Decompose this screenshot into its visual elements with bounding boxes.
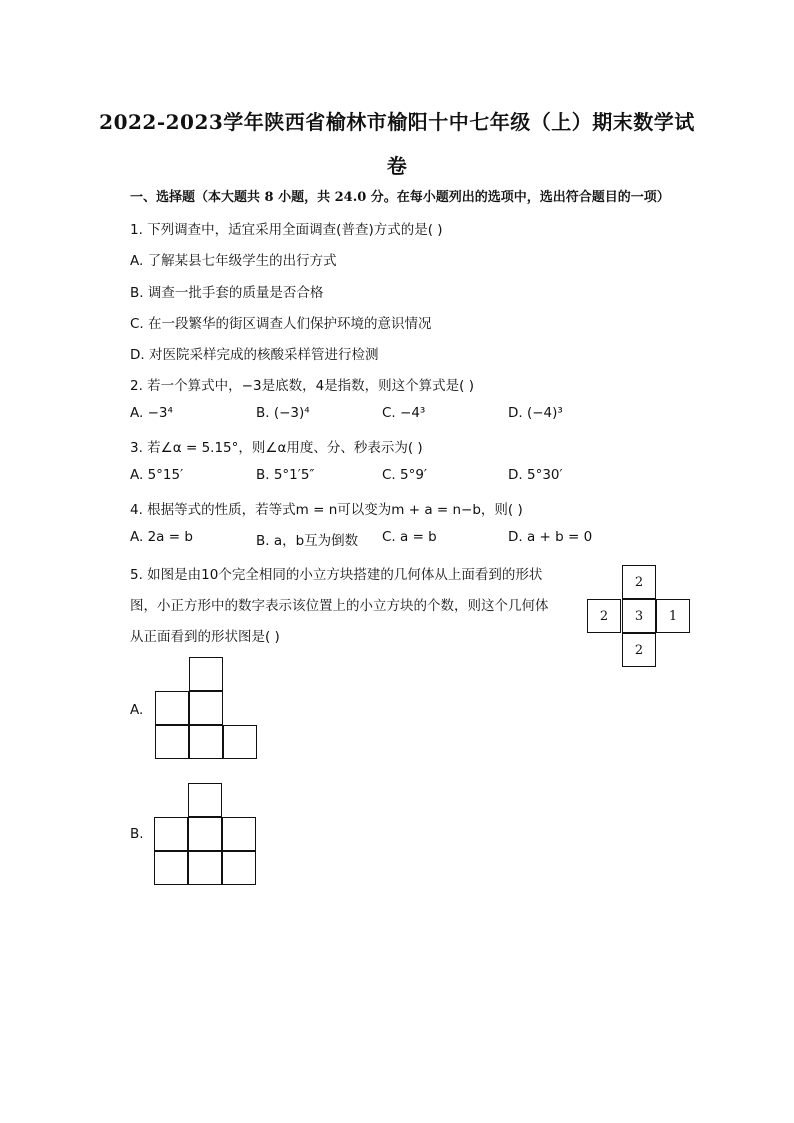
q5-option-b-label: B. <box>130 826 144 842</box>
title-line-1: 2022-2023学年陕西省榆林市榆阳十中七年级（上）期末数学试 <box>99 110 695 134</box>
figure-a-square <box>155 725 189 759</box>
figure-b-square <box>188 783 222 817</box>
figure-b-square <box>222 851 256 885</box>
figure-a-square <box>189 657 223 691</box>
title-line-2: 卷 <box>386 154 408 178</box>
q5-stem <box>130 560 570 653</box>
q3-stem: 3. 若∠α = 5.15°，则∠α用度、分、秒表示为( ) <box>130 440 423 456</box>
q1-option-c: C. 在一段繁华的街区调查人们保护环境的意识情况 <box>130 316 432 332</box>
q2-option-d: D. (−4)³ <box>508 405 563 421</box>
q3-option-c: C. 5°9′ <box>382 467 428 483</box>
top-view-cell-top: 2 <box>622 565 656 599</box>
page-title <box>90 100 704 188</box>
q5-option-a-figure <box>155 657 259 761</box>
q4-option-c: C. a = b <box>382 529 437 545</box>
q2-option-b: B. (−3)⁴ <box>256 405 310 421</box>
q3-option-d: D. 5°30′ <box>508 467 563 483</box>
figure-b-square <box>154 817 188 851</box>
q4-option-a: A. 2a = b <box>130 529 193 545</box>
figure-a-square <box>189 691 223 725</box>
q4-option-b: B. a，b互为倒数 <box>256 533 359 549</box>
top-view-cell-right: 1 <box>656 599 690 633</box>
figure-b-square <box>154 851 188 885</box>
q2-option-a: A. −3⁴ <box>130 405 173 421</box>
q1-option-d: D. 对医院采样完成的核酸采样管进行检测 <box>130 347 379 363</box>
q5-line-2: 图，小正方形中的数字表示该位置上的小立方块的个数，则这个几何体 <box>130 598 549 614</box>
top-view-figure <box>587 565 691 669</box>
top-view-cell-bottom: 2 <box>622 633 656 667</box>
q5-line-3: 从正面看到的形状图是( ) <box>130 629 280 645</box>
figure-b-square <box>188 817 222 851</box>
q3-option-a: A. 5°15′ <box>130 467 184 483</box>
figure-b-square <box>222 817 256 851</box>
q1-option-a: A. 了解某县七年级学生的出行方式 <box>130 253 337 269</box>
q1-option-b: B. 调查一批手套的质量是否合格 <box>130 285 324 301</box>
section-heading: 一、选择题（本大题共 8 小题，共 24.0 分。在每小题列出的选项中，选出符合题目的一项） <box>130 190 670 205</box>
figure-a-square <box>155 691 189 725</box>
figure-a-square <box>223 725 257 759</box>
q5-line-1: 5. 如图是由10个完全相同的小立方块搭建的几何体从上面看到的形状 <box>130 567 543 583</box>
q2-option-c: C. −4³ <box>382 405 426 421</box>
q3-option-b: B. 5°1′5″ <box>256 467 315 483</box>
top-view-cell-left: 2 <box>587 599 621 633</box>
q5-option-b-figure <box>154 783 258 887</box>
figure-a-square <box>189 725 223 759</box>
q4-option-d: D. a + b = 0 <box>508 529 593 545</box>
top-view-cell-center: 3 <box>622 599 656 633</box>
figure-b-square <box>188 851 222 885</box>
q5-option-a-label: A. <box>130 702 144 718</box>
q2-stem: 2. 若一个算式中，−3是底数，4是指数，则这个算式是( ) <box>130 378 474 394</box>
q1-stem: 1. 下列调查中，适宜采用全面调查(普查)方式的是( ) <box>130 222 443 238</box>
q4-stem: 4. 根据等式的性质，若等式m = n可以变为m + a = n−b，则( ) <box>130 502 523 518</box>
